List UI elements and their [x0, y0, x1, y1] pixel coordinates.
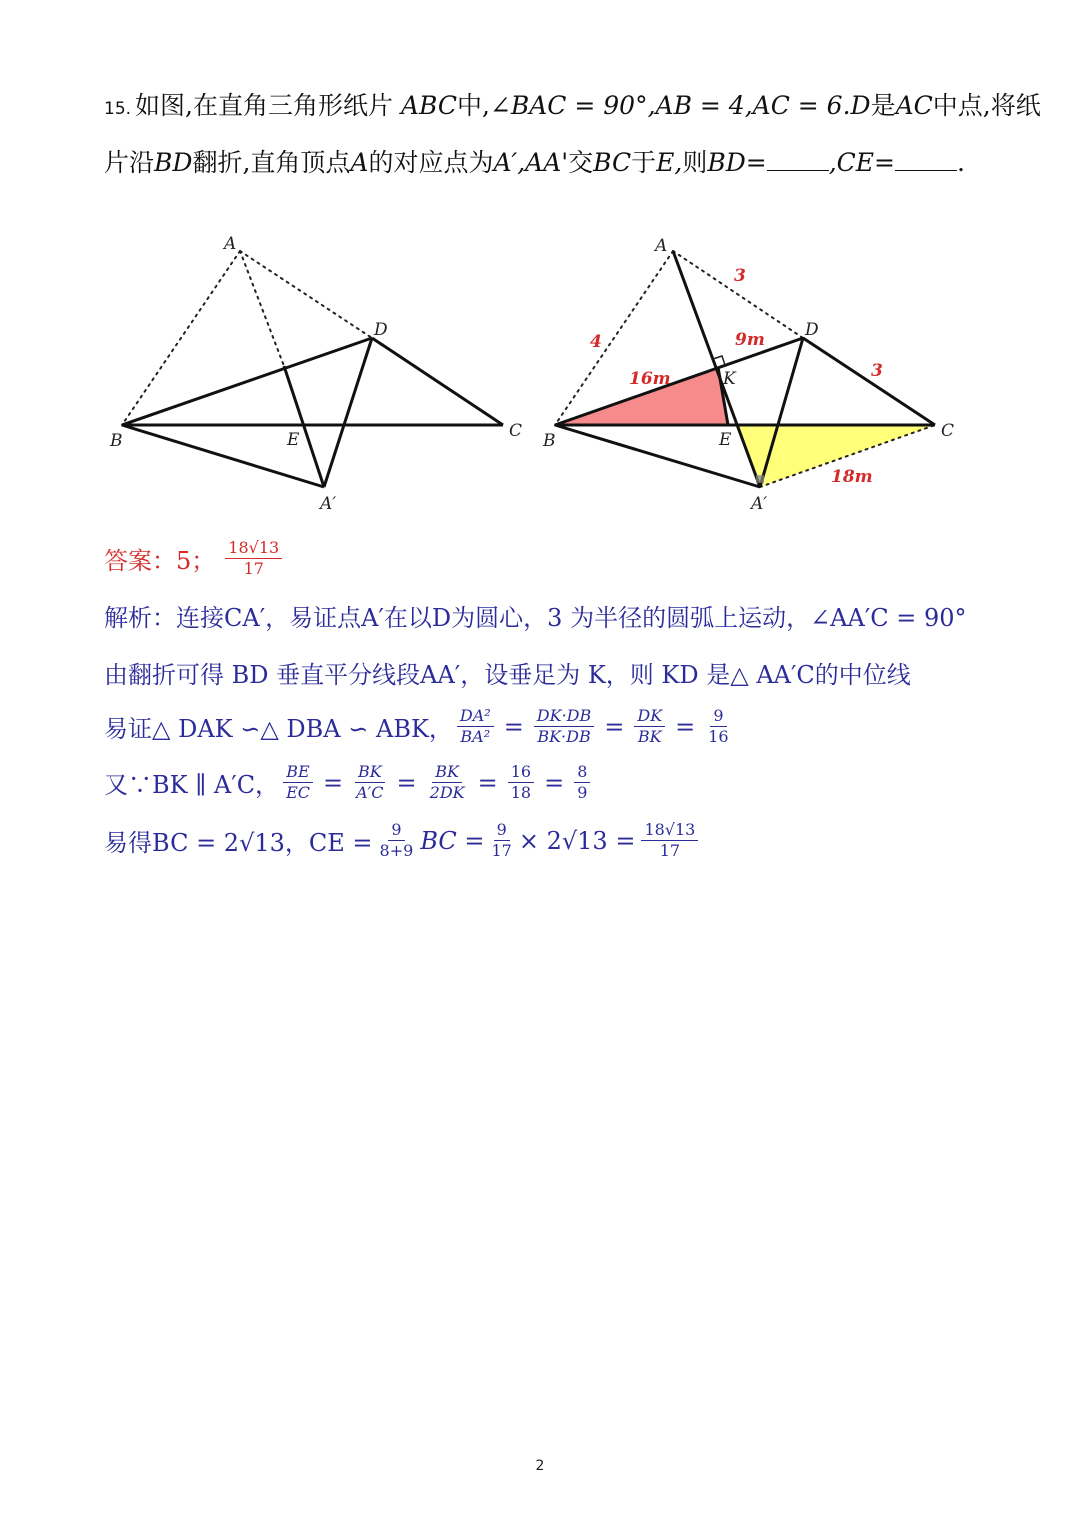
- q1-seg-2: 中,: [456, 91, 490, 120]
- figure-2: [535, 225, 975, 520]
- fig1-label-e: E: [287, 430, 300, 450]
- measure-bk: 16m: [629, 369, 671, 389]
- question-line-1: [104, 89, 1041, 126]
- measure-kd: 9m: [735, 330, 765, 350]
- answer-frac-den: 17: [243, 559, 264, 578]
- q1-seg-5: AC: [895, 91, 933, 120]
- fig2-label-a-prime: A′: [751, 494, 768, 514]
- fig1-label-d: D: [374, 320, 388, 340]
- frac-bk-2dk: $\frac{BK}{2DK}$: [429, 762, 465, 802]
- q2-seg-0: 片沿: [104, 148, 155, 177]
- answer-frac-num: 18√13: [225, 538, 282, 559]
- frac-16-18: $\frac{16}{18}$: [508, 762, 534, 803]
- right-angle-mark-a-prime: [756, 475, 764, 483]
- solution-line-5-text: 易得BC = 2√13，CE =: [104, 829, 373, 857]
- q2-seg-6: 交: [568, 148, 594, 177]
- frac-da2-ba2: $\frac{\text{DA²}}{\text{BA²}}$: [457, 706, 494, 747]
- q1-seg-0: 如图,在直角三角形纸片: [135, 91, 401, 120]
- fig2-label-k: K: [723, 369, 736, 389]
- fig2-label-c: C: [941, 421, 955, 441]
- frac-9-17: $\frac{9}{17}$: [491, 820, 512, 860]
- q2-seg-11: BD: [707, 148, 746, 177]
- q1-seg-1: ABC: [400, 91, 457, 120]
- frac-9-8plus9: $\frac{9}{8+9}$: [379, 820, 414, 860]
- measure-ab: 4: [590, 332, 602, 352]
- solution-line-4: 又∵BK ∥ A′C， $\frac{BE}{EC}$ = $\frac{BK}{A'C}$ = $\frac{BK}{2DK}$ = $\frac{16}{18}$ = $\frac{8}{9}$: [104, 762, 594, 803]
- figure-1-dotted-lines: [122, 251, 372, 425]
- question-line-1-text: [135, 91, 1041, 120]
- solution-line-2-text: 由翻折可得 BD 垂直平分线段AA′，设垂足为 K，则 KD 是△ AA′C的中位线: [104, 661, 911, 689]
- solution-line-5: [104, 820, 702, 861]
- solution-line-5-mid2: × 2√13 =: [518, 826, 636, 855]
- q2-seg-8: 于: [631, 148, 657, 177]
- q2-seg-3: A: [350, 148, 369, 177]
- solution-line-2: [104, 655, 911, 690]
- q2-seg-9: E,: [656, 148, 683, 177]
- q2-seg-7: BC: [593, 148, 632, 177]
- fig1-label-a: A: [224, 234, 237, 254]
- frac-be-ec: $\frac{BE}{EC}$: [283, 762, 313, 803]
- fig1-label-b: B: [110, 431, 123, 451]
- fig1-label-a-prime: A′: [320, 494, 337, 514]
- question-line-2-text: [104, 148, 767, 177]
- answer-blank-ce: [895, 148, 957, 171]
- question-line-2: [104, 146, 965, 180]
- q2-seg-10: 则: [682, 148, 708, 177]
- frac-bk-apc: $\frac{BK}{A'C}$: [356, 762, 384, 802]
- solution-line-1-text: 解析：连接CA′，易证点A′在以D为圆心，3 为半径的圆弧上运动，∠AA′C = 90°: [104, 604, 967, 632]
- solution-line-4-text: 又∵BK ∥ A′C，: [104, 771, 280, 799]
- fig2-label-a: A: [655, 236, 668, 256]
- solution-line-3: 易证△ DAK ∽△ DBA ∽ ABK， $\frac{\text{DA²}}{\text{BA²}}$ = $\frac{DK\cdot DB}{BK\cdot DB}$ = $\frac{DK}{BK}$ = $\frac{9}{16}$: [104, 706, 736, 747]
- solution-line-5-mid: BC =: [420, 826, 485, 855]
- q2-seg-4: 的对应点为: [368, 148, 494, 177]
- fig2-label-e: E: [719, 430, 732, 450]
- fig2-label-b: B: [543, 431, 556, 451]
- q2-seg-2: 翻折,直角顶点: [192, 148, 351, 177]
- q1-seg-4: 是: [870, 91, 896, 120]
- q2-seg-5: A′,AA': [493, 148, 569, 177]
- frac-9-16: $\frac{9}{16}$: [708, 706, 729, 746]
- q2-seg-1: BD: [154, 148, 193, 177]
- q1-seg-6: 中点,将纸: [932, 91, 1041, 120]
- answer-prefix: 答案：5；: [104, 547, 216, 575]
- frac-dkdb-bkdb: $\frac{DK\cdot DB}{BK\cdot DB}$: [534, 706, 594, 747]
- solution-line-1: [104, 598, 967, 633]
- solution-line-3-text: 易证△ DAK ∽△ DBA ∽ ABK，: [104, 715, 453, 743]
- fig1-label-c: C: [509, 421, 523, 441]
- answer-fraction: [225, 538, 282, 579]
- page-number: 2: [535, 1458, 545, 1474]
- figure-1: [100, 225, 540, 520]
- q2-seg-12: =: [745, 148, 767, 177]
- frac-result: $\frac{18√13}{17}$: [641, 820, 698, 861]
- frac-8-9: $\frac{8}{9}$: [574, 762, 590, 803]
- question-number: 15.: [104, 99, 132, 119]
- measure-dc: 3: [871, 361, 883, 381]
- frac-dk-bk: $\frac{DK}{BK}$: [634, 706, 665, 747]
- answer-blank-bd: [767, 148, 829, 171]
- measure-a-prime-c: 18m: [831, 467, 873, 487]
- measure-ad: 3: [734, 266, 746, 286]
- figure-1-solid-lines: [122, 338, 503, 487]
- fig2-label-d: D: [805, 320, 819, 340]
- answer-line: [104, 538, 286, 579]
- question-ce-label: ,CE=: [828, 148, 896, 177]
- question-end: .: [957, 148, 965, 177]
- q1-seg-3: ∠BAC = 90°,AB = 4,AC = 6.D: [489, 91, 871, 120]
